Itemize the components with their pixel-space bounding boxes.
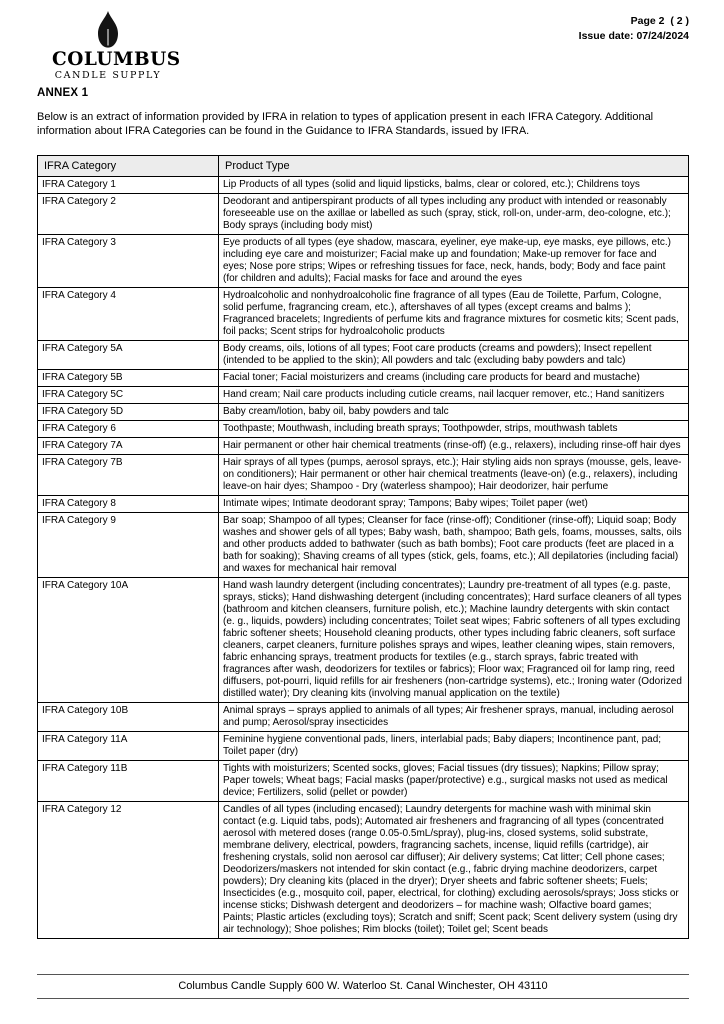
product-type-cell: Body creams, oils, lotions of all types; Foot care products (creams and powders); Insect repellent (intended to be applied to the skin); All powders and talc (excluding baby powders and talc) xyxy=(219,341,689,370)
ifra-category-cell: IFRA Category 2 xyxy=(38,194,219,235)
ifra-category-cell: IFRA Category 5D xyxy=(38,404,219,421)
annex-heading: ANNEX 1 xyxy=(37,87,89,99)
product-type-cell: Deodorant and antiperspirant products of all types including any product with intended or reasonably foreseeable use on the axillae or labelled as such (spray, stick, roll-on, under-arm, deo-cologne, etc.); Body sprays (including body mist) xyxy=(219,194,689,235)
table-row xyxy=(38,194,689,235)
ifra-category-cell: IFRA Category 12 xyxy=(38,802,219,939)
table-row xyxy=(38,404,689,421)
table-row xyxy=(38,438,689,455)
table-row xyxy=(38,341,689,370)
table-row xyxy=(38,496,689,513)
column-header-product-type: Product Type xyxy=(219,156,689,177)
product-type-cell: Eye products of all types (eye shadow, mascara, eyeliner, eye make-up, eye masks, eye pillows, etc.) including eye care and moisturizer; Facial make up and foundation; Make-up remover for face and eyes; Nose pore strips; Wipes or refreshing tissues for face, neck, hands, body; Body and face paint (for children and adults); Facial masks for face and around the eyes xyxy=(219,235,689,288)
product-type-cell: Toothpaste; Mouthwash, including breath sprays; Toothpowder, strips, mouthwash tablets xyxy=(219,421,689,438)
page-number: Page 2 ( 2 ) xyxy=(630,15,689,27)
ifra-category-cell: IFRA Category 11B xyxy=(38,761,219,802)
ifra-category-cell: IFRA Category 5A xyxy=(38,341,219,370)
table-row xyxy=(38,802,689,939)
table-header-row xyxy=(38,156,689,177)
product-type-cell: Tights with moisturizers; Scented socks, gloves; Facial tissues (dry tissues); Napkins; Pillow spray; Paper towels; Wheat bags; Facial masks (paper/protective) e.g., surgical masks not used as medical device; Fertilizers, solid (pellet or powder) xyxy=(219,761,689,802)
ifra-category-cell: IFRA Category 8 xyxy=(38,496,219,513)
issue-date: Issue date: 07/24/2024 xyxy=(578,30,689,42)
ifra-category-cell: IFRA Category 1 xyxy=(38,177,219,194)
table-row xyxy=(38,177,689,194)
product-type-cell: Hand cream; Nail care products including cuticle creams, nail lacquer remover, etc.; Hand sanitizers xyxy=(219,387,689,404)
table-row xyxy=(38,513,689,578)
product-type-cell: Hair sprays of all types (pumps, aerosol sprays, etc.); Hair styling aids non sprays (mousse, gels, leave-on conditioners); Hair permanent or other hair chemical treatments (leave-on) (e.g., relaxers), including leave-on hair dyes; Shampoo - Dry (waterless shampoo); Hair deodorizer, hair perfume xyxy=(219,455,689,496)
ifra-category-cell: IFRA Category 7A xyxy=(38,438,219,455)
ifra-category-cell: IFRA Category 11A xyxy=(38,732,219,761)
brand-name: COLUMBUS xyxy=(52,49,181,70)
product-type-cell: Animal sprays – sprays applied to animals of all types; Air freshener sprays, manual, including aerosol and pump; Aerosol/spray insecticides xyxy=(219,703,689,732)
table-row xyxy=(38,732,689,761)
table-row xyxy=(38,288,689,341)
product-type-cell: Hair permanent or other hair chemical treatments (rinse-off) (e.g., relaxers), including rinse-off hair dyes xyxy=(219,438,689,455)
product-type-cell: Hydroalcoholic and nonhydroalcoholic fine fragrance of all types (Eau de Toilette, Parfum, Cologne, solid perfume, fragrancing cream, etc.), aftershaves of all types (except creams and balms ); Fragranced bracelets; Ingredients of perfume kits and fragrance mixtures for cosmetic kits; Scent pads, foil packs; Scent strips for hydroalcoholic products xyxy=(219,288,689,341)
ifra-category-cell: IFRA Category 3 xyxy=(38,235,219,288)
ifra-category-cell: IFRA Category 4 xyxy=(38,288,219,341)
page-info-block xyxy=(579,14,689,44)
table-row xyxy=(38,370,689,387)
product-type-cell: Intimate wipes; Intimate deodorant spray; Tampons; Baby wipes; Toilet paper (wet) xyxy=(219,496,689,513)
product-type-cell: Baby cream/lotion, baby oil, baby powders and talc xyxy=(219,404,689,421)
company-logo xyxy=(52,10,181,81)
product-type-cell: Lip Products of all types (solid and liquid lipsticks, balms, clear or colored, etc.); Childrens toys xyxy=(219,177,689,194)
product-type-cell: Feminine hygiene conventional pads, liners, interlabial pads; Baby diapers; Incontinence pant, pad; Toilet paper (dry) xyxy=(219,732,689,761)
ifra-category-cell: IFRA Category 7B xyxy=(38,455,219,496)
table-row xyxy=(38,455,689,496)
ifra-category-cell: IFRA Category 5C xyxy=(38,387,219,404)
intro-paragraph: Below is an extract of information provided by IFRA in relation to types of application present in each IFRA Category. Additional information about IFRA Categories can be found in the Guidance to IFRA Standards, issued by IFRA. xyxy=(37,111,654,137)
product-type-cell: Candles of all types (including encased); Laundry detergents for machine wash with minimal skin contact (e.g. Liquid tabs, pods); Automated air fresheners and fragrancing of all types (concentrated aerosol with metered doses (range 0.05-0.5mL/spray), plug-ins, closed systems, solid substrate, membrane delivery, electrical, powders, fragrancing sachets, incense, liquid refills (cartridge), air freshening crystals, solid non aerosol car diffuser); Air delivery systems; Cat litter; Cell phone cases; Deodorizers/maskers not intended for skin contact (e.g., fabric drying machine deodorizers, carpet powders); Dry cleaning kits (placed in the dryer); Dryer sheets and fabric softener sheets; Fuels; Insecticides (e.g., mosquito coil, paper, electrical, for clothing) excluding aerosols/sprays; Joss sticks or incense sticks; Dishwash detergent and deodorizers – for machine wash; Olfactive board games; Paints; Plastic articles (excluding toys); Scratch and sniff; Scent pack; Scent delivery system (using dry air technology); Shoe polishes; Rim blocks (toilet); Toilet gel; Scent beads xyxy=(219,802,689,939)
ifra-table-container xyxy=(37,155,689,939)
product-type-cell: Bar soap; Shampoo of all types; Cleanser for face (rinse-off); Conditioner (rinse-off); Liquid soap; Body washes and shower gels of all types; Baby wash, bath, shampoo; Bath gels, foams, mousses, salts, oils and other products added to bathwater (such as bath bombs); Foot care products (feet are placed in a bath for soaking); Shaving creams of all types (stick, gels, foams, etc.); All depilatories (including facial) and waxes for mechanical hair removal xyxy=(219,513,689,578)
table-row xyxy=(38,761,689,802)
table-row xyxy=(38,387,689,404)
ifra-category-cell: IFRA Category 6 xyxy=(38,421,219,438)
table-row xyxy=(38,703,689,732)
ifra-category-cell: IFRA Category 10B xyxy=(38,703,219,732)
flame-icon xyxy=(91,10,125,50)
table-row xyxy=(38,578,689,703)
footer-address: Columbus Candle Supply 600 W. Waterloo St. Canal Winchester, OH 43110 xyxy=(37,974,689,999)
table-row xyxy=(38,421,689,438)
brand-subtitle: CANDLE SUPPLY xyxy=(54,70,162,81)
ifra-category-cell: IFRA Category 10A xyxy=(38,578,219,703)
ifra-category-cell: IFRA Category 9 xyxy=(38,513,219,578)
product-type-cell: Facial toner; Facial moisturizers and creams (including care products for beard and mustache) xyxy=(219,370,689,387)
table-row xyxy=(38,235,689,288)
column-header-ifra-category: IFRA Category xyxy=(38,156,219,177)
product-type-cell: Hand wash laundry detergent (including concentrates); Laundry pre-treatment of all types (e.g. paste, sprays, sticks); Hand dishwashing detergent (including concentrates); Hard surface cleaners of all types (bathroom and kitchen cleansers, furniture polish, etc.); Machine laundry detergents with skin contact (e. g., liquids, powders) including concentrates; Toilet seat wipes; Fabric softeners of all types excluding fabric softener sheets; Household cleaning products, other types including fabric cleaners, soft surface cleaners, carpet cleaners, furniture polishes sprays and wipes, leather cleaning wipes, stain removers, fabric enhancing sprays, treatment products for textiles (e.g., starch sprays, fabric treated with fragrances after wash, deodorizers for textiles or fabrics); Floor wax; Fragranced oil for lamp ring, reed diffusers, pot-pourri, liquid refills for air fresheners (non-cartridge systems), etc.; Ironing water (Odorized distilled water); Dry cleaning kits (involving manual application on the textile) xyxy=(219,578,689,703)
ifra-category-table xyxy=(37,155,689,939)
ifra-category-cell: IFRA Category 5B xyxy=(38,370,219,387)
